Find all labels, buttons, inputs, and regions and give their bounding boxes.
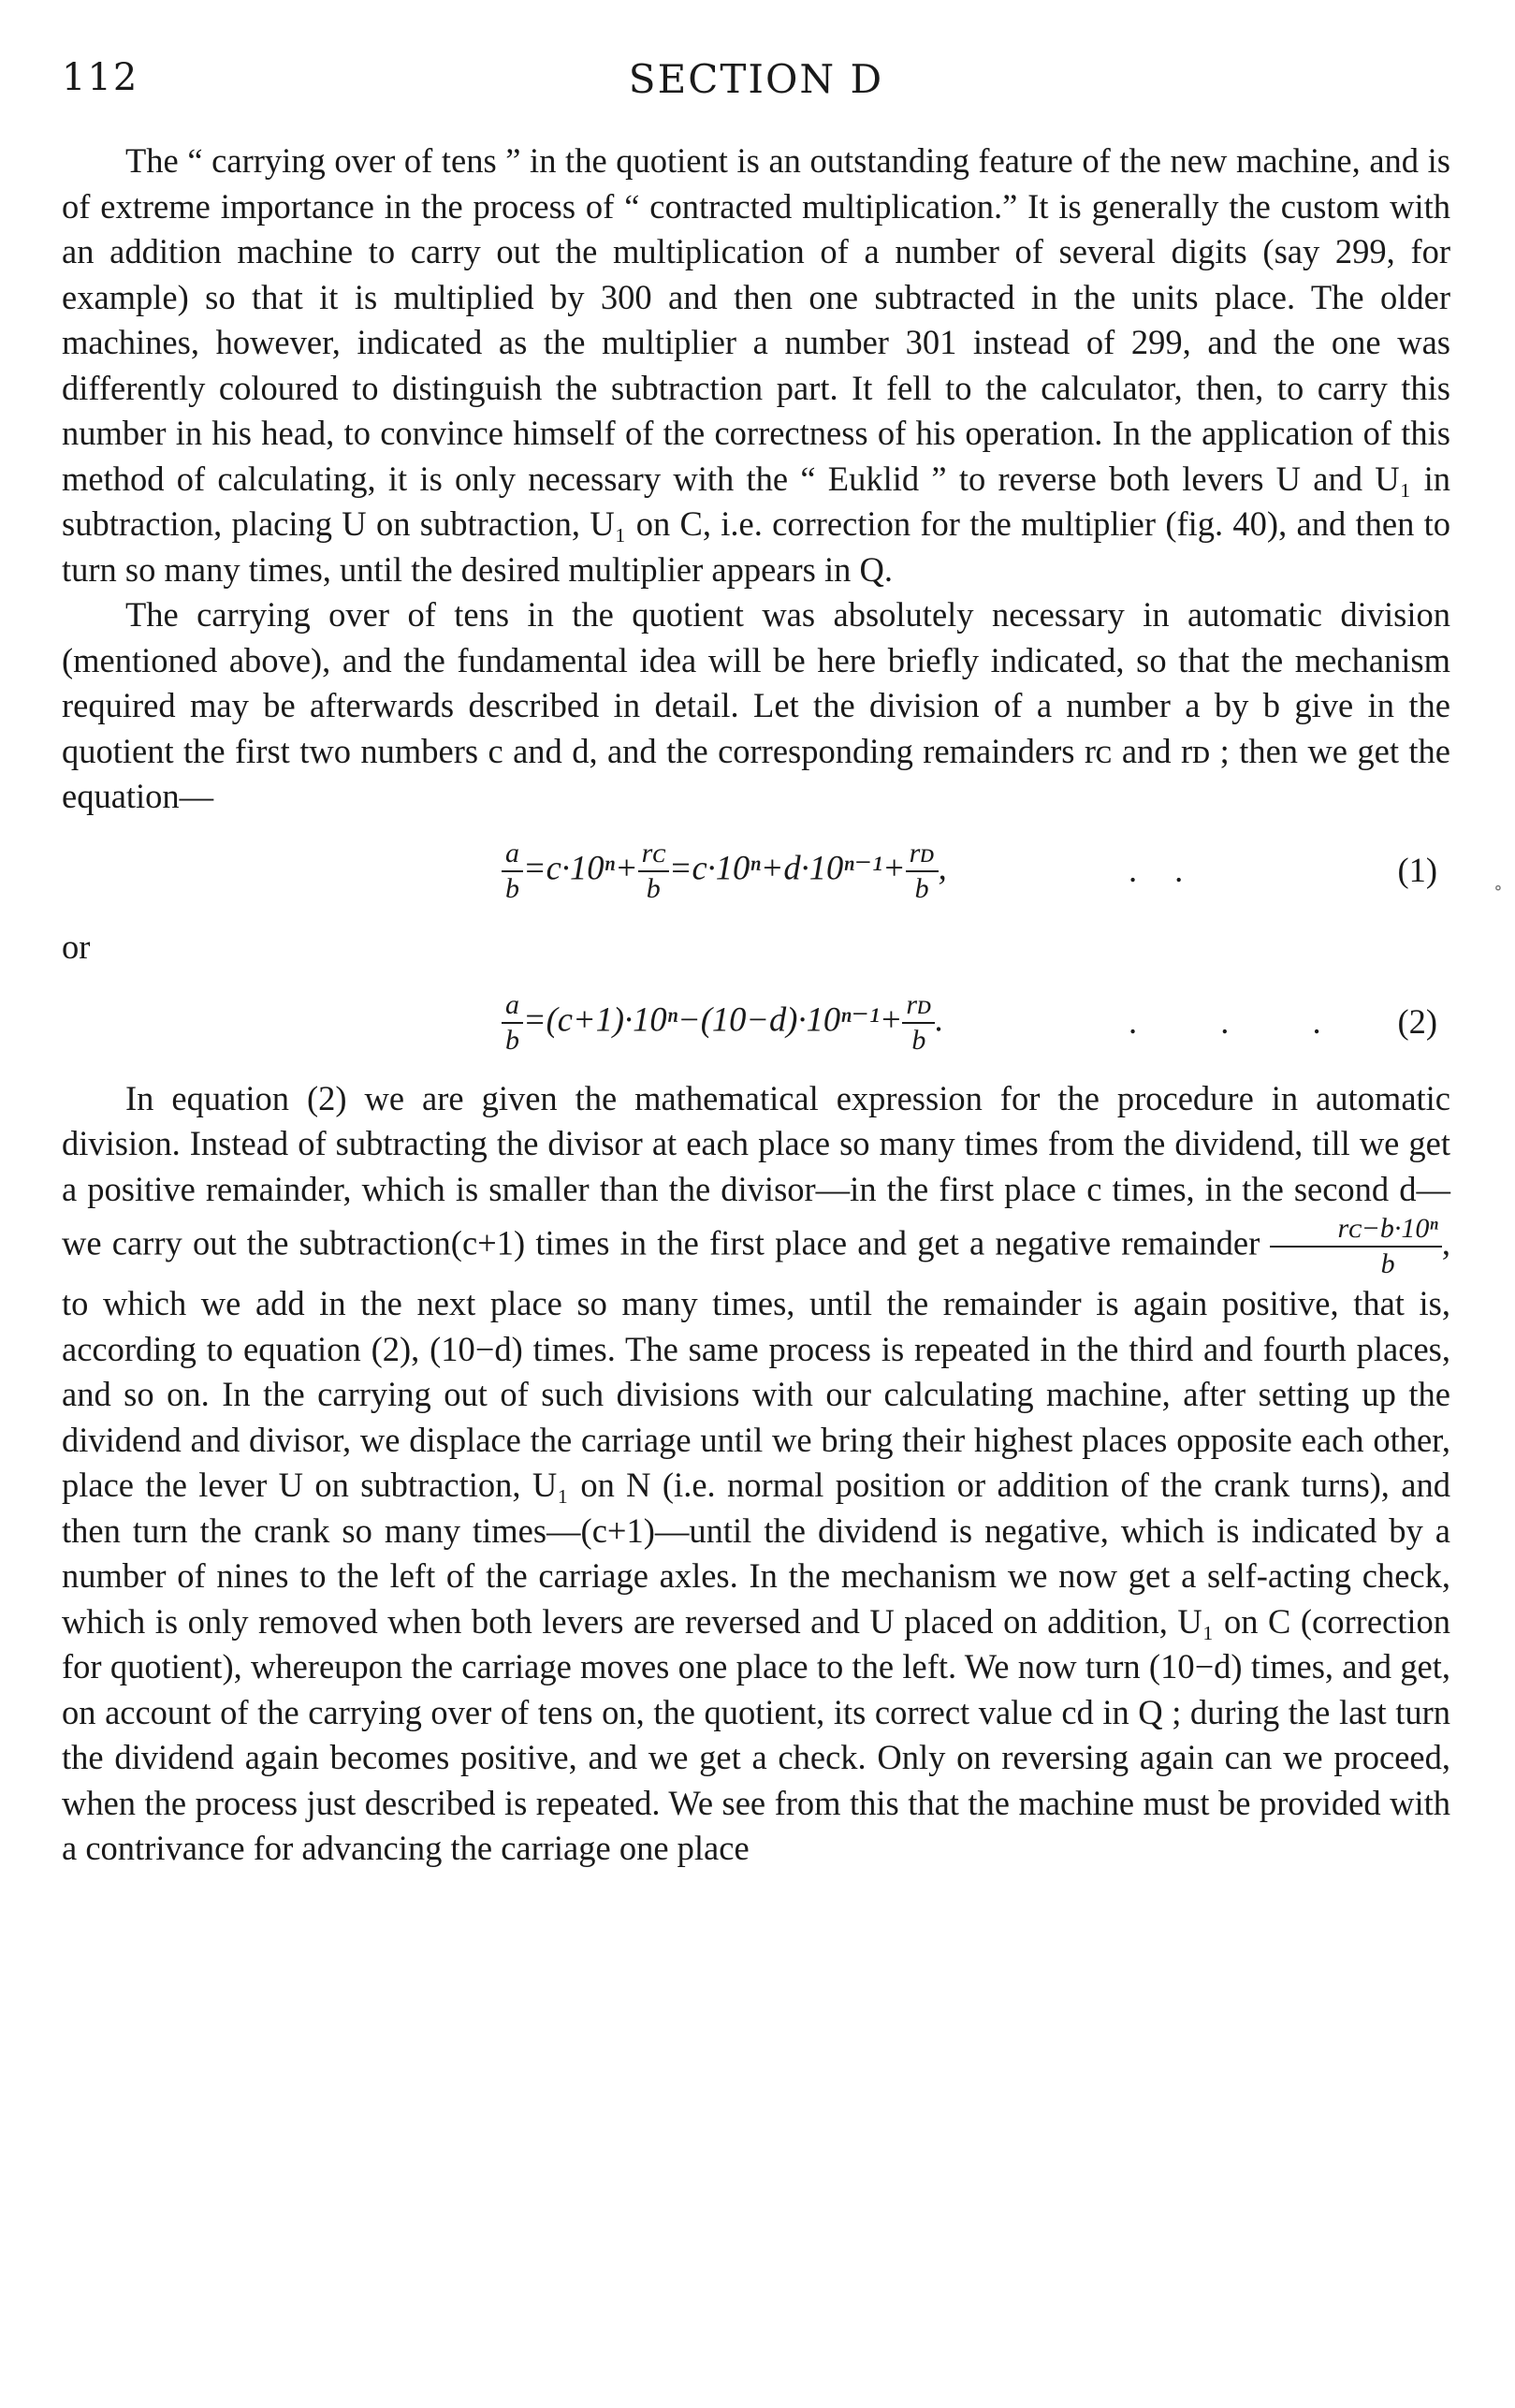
equation-2-body [502,988,943,1058]
body-text [62,139,1450,1872]
fraction [502,988,523,1058]
equation-term: =(c+1)·10ⁿ−(10−d)·10ⁿ⁻¹+ [523,999,903,1038]
leader-dots: . . . [1129,1001,1359,1041]
equation-term: , [938,847,947,886]
page-header [62,56,1450,112]
equation-number: (2) [1397,1001,1437,1041]
numerator: rᴅ [902,988,935,1024]
equation-2 [62,971,1450,1076]
numerator: a [502,988,523,1024]
equation-term: =c·10ⁿ+ [523,847,638,886]
fraction [906,837,939,906]
equation-1 [62,820,1450,925]
numerator: a [502,837,523,872]
denominator: b [1380,1248,1395,1279]
paragraph-3-text: In equation (2) we are given the mathematical expression for the procedure in automatic division. Instead of subtracting the divisor at each place so many times from the dividend, till we get a positive remainder, which is smaller than the divisor—in the first place c times, in the second d—we carry out the subtraction(c+1) times in the first place and get a negative remainder [62,1078,1450,1262]
denominator: b [911,1024,926,1056]
numerator: rᴄ−b·10ⁿ [1270,1212,1441,1248]
paragraph-2: The carrying over of tens in the quotient was absolutely necessary in automatic division (mentioned above), and the fundamental idea will be here briefly indicated, so that the mechanism required may be afterwards described in detail. Let the division of a number a by b give in the quotient the first two numbers c and d, and the corresponding remainders rᴄ and rᴅ ; then we get the equation— [62,595,1450,815]
denominator: b [914,872,929,904]
denominator: b [505,1024,519,1056]
denominator: b [505,872,519,904]
margin-mark: ∘ [1493,876,1503,898]
denominator: b [646,872,661,904]
paragraph-1: The “ carrying over of tens ” in the quotient is an outstanding feature of the new machine, and is of extreme importance in the process of “ contracted multiplication.” It is generally the custom with an addition machine to carry out the multiplication of a number of several digits (say 299, for example) so that it is multiplied by 300 and then one subtracted in the units place. The older machines, however, indicated as the multiplier a number 301 instead of 299, and the one was differently coloured to distinguish the subtraction part. It fell to the calculator, then, to carry this number in his head, to convince himself of the correctness of his operation. In the application of this method of calculating, it is only necessary with the “ Euklid ” to reverse both levers U and U₁ in subtraction, placing U on subtraction, U₁ on C, i.e. correction for the multiplier (fig. 40), and then to turn so many times, until the desired multiplier appears in Q. [62,141,1450,589]
fraction [638,837,669,906]
or-label: or [62,927,91,966]
paragraph-3-continued: , to which we add in the next place so many times, until the remainder is again positive, that is, according to equation (2), (10−d) times. The same process is repeated in the third and fourth places, and so on. In the carrying out of such divisions with our calculating machine, after setting up the dividend and divisor, we displace the carriage until we bring their highest places opposite each other, place the lever U on subtraction, U₁ on N (i.e. normal position or addition of the crank turns), and then turn the crank so many times—(c+1)—until the dividend is negative, which is indicated by a number of nines to the left of the carriage axles. In the mechanism we now get a self-acting check, which is only removed when both levers are reversed and U placed on addition, U₁ on C (correction for quotient), whereupon the carriage moves one place to the left. We now turn (10−d) times, and get, on account of the carrying over of tens on, the quotient, its correct value cd in Q ; during the last turn the dividend again becomes positive, and we get a check. Only on reversing again can we proceed, when the process just described is repeated. We see from this that the machine must be provided with a contrivance for advancing the carriage one place [62,1223,1450,1867]
equation-1-body [502,837,947,906]
numerator: rᴄ [638,837,669,872]
equation-number: (1) [1397,850,1437,889]
section-title: SECTION D [628,56,884,102]
numerator: rᴅ [906,837,939,872]
fraction [502,837,523,906]
leader-dots [1129,848,1220,894]
fraction [902,988,935,1058]
leader-dot: . [1129,850,1175,889]
inline-fraction [1270,1212,1441,1281]
equation-term: . [935,999,944,1038]
equation-term: =c·10ⁿ+d·10ⁿ⁻¹+ [668,847,906,886]
page-number: 112 [62,56,139,99]
leader-dot: . [1174,850,1221,889]
paragraph-3 [62,1076,1450,1872]
